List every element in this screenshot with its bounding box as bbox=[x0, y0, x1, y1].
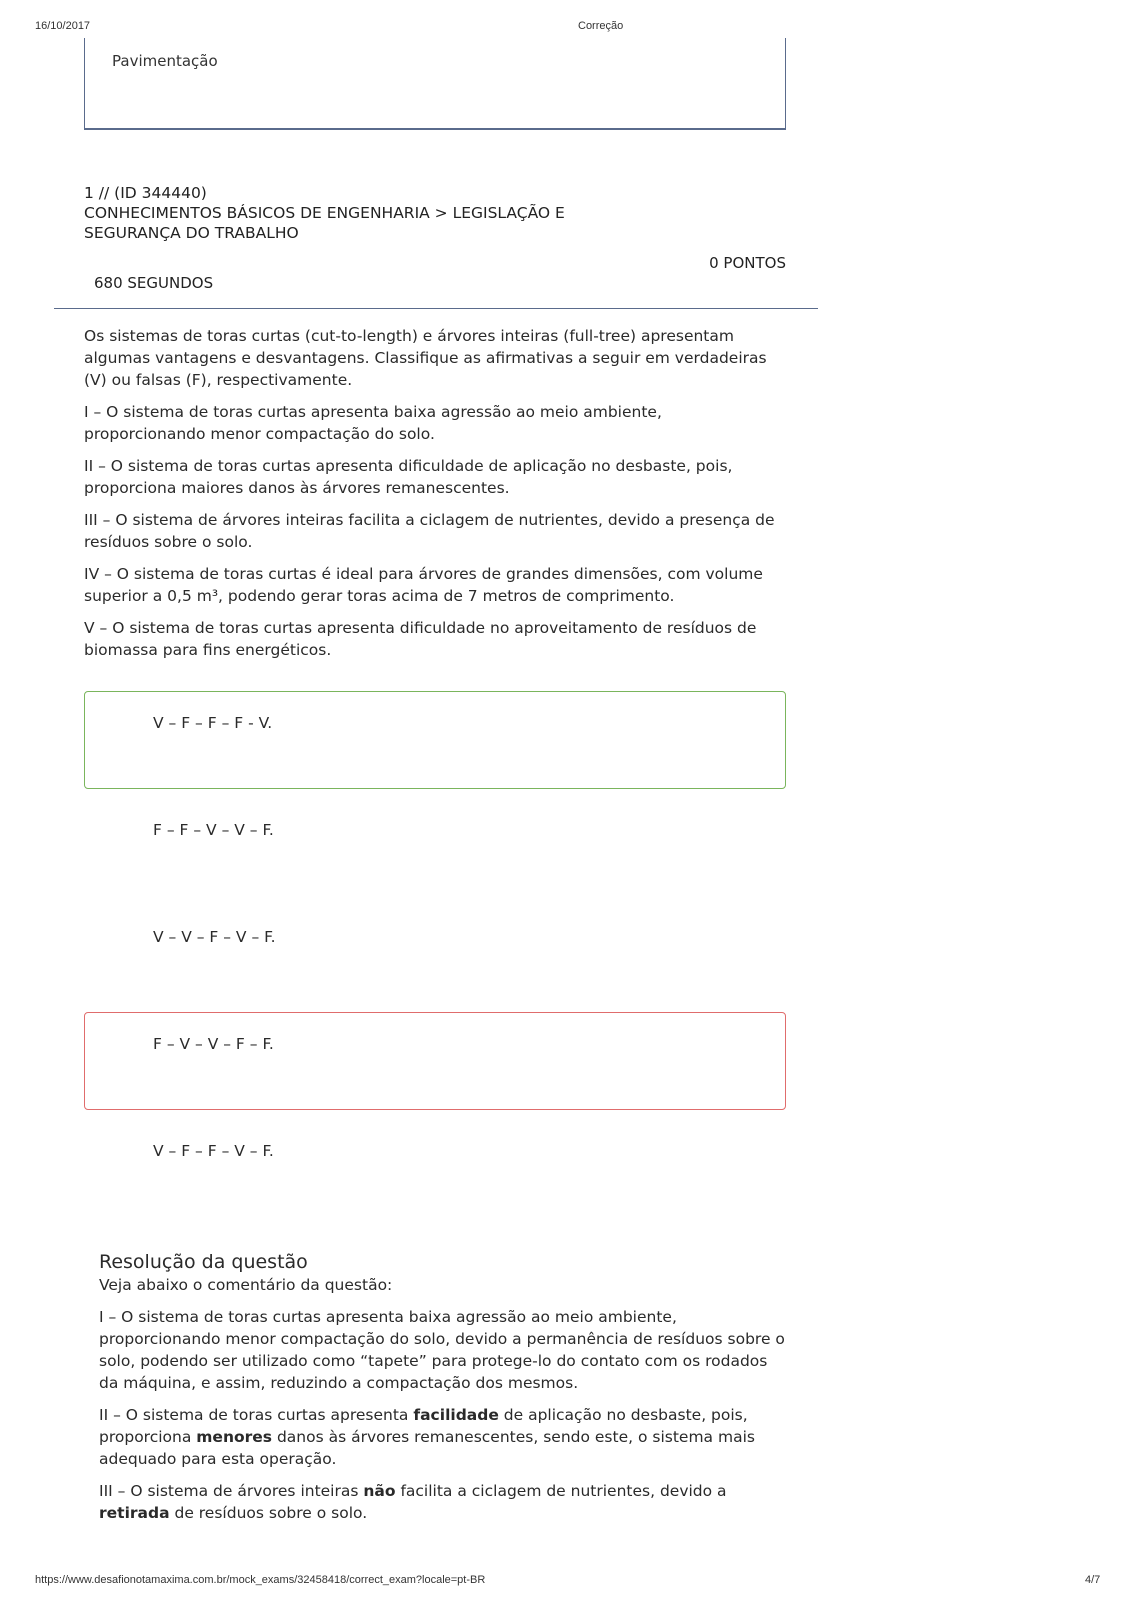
option-a-text: V – F – F – F - V. bbox=[153, 714, 273, 732]
option-c[interactable] bbox=[84, 905, 786, 1003]
resolution-p3-bold-retirada: retirada bbox=[99, 1504, 170, 1522]
resolution-p2-text-c: de aplicação no desbaste, pois, proporciona bbox=[99, 1406, 748, 1446]
question-category-line1: CONHECIMENTOS BÁSICOS DE ENGENHARIA > LEGISLAÇÃO E bbox=[84, 204, 565, 222]
resolution-p2-bold-menores: menores bbox=[196, 1428, 273, 1446]
statement-item-5: V – O sistema de toras curtas apresenta dificuldade no aproveitamento de resíduos de biomassa para fins energéticos. bbox=[84, 619, 757, 659]
resolution-paragraph-3 bbox=[99, 1480, 789, 1524]
print-page-number: 4/7 bbox=[1085, 1574, 1101, 1586]
resolution-p3-bold-nao: não bbox=[363, 1482, 396, 1500]
resolution-title: Resolução da questão bbox=[99, 1251, 308, 1273]
question-seconds: 680 SEGUNDOS bbox=[94, 274, 214, 292]
resolution-p3-text-e: de resíduos sobre o solo. bbox=[169, 1504, 368, 1522]
question-id: 1 // (ID 344440) bbox=[84, 184, 207, 202]
print-date: 16/10/2017 bbox=[35, 20, 91, 32]
option-e-text: V – F – F – V – F. bbox=[153, 1142, 274, 1160]
resolution-p3-text-c: facilita a ciclagem de nutrientes, devido a bbox=[395, 1482, 727, 1500]
resolution-p2-text-a: II – O sistema de toras curtas apresenta bbox=[99, 1406, 414, 1424]
resolution-paragraph-2 bbox=[99, 1404, 789, 1470]
print-url: https://www.desafionotamaxima.com.br/mock_exams/32458418/correct_exam?locale=pt-BR bbox=[35, 1574, 486, 1586]
question-statement bbox=[84, 325, 784, 671]
resolution-p2-bold-facilidade: facilidade bbox=[413, 1406, 499, 1424]
question-header bbox=[84, 183, 784, 243]
statement-item-4: IV – O sistema de toras curtas é ideal para árvores de grandes dimensões, com volume superior a 0,5 m³, podendo gerar toras acima de 7 metros de comprimento. bbox=[84, 565, 763, 605]
resolution-p3-text-a: III – O sistema de árvores inteiras bbox=[99, 1482, 364, 1500]
option-b[interactable] bbox=[84, 798, 786, 896]
statement-item-3: III – O sistema de árvores inteiras facilita a ciclagem de nutrientes, devido a presença de resíduos sobre o solo. bbox=[84, 511, 775, 551]
option-d-selected-wrong[interactable] bbox=[84, 1012, 786, 1110]
resolution-section bbox=[99, 1250, 789, 1534]
option-d-text: F – V – V – F – F. bbox=[153, 1035, 274, 1053]
statement-item-1: I – O sistema de toras curtas apresenta baixa agressão ao meio ambiente, proporcionando menor compactação do solo. bbox=[84, 403, 662, 443]
previous-question-box bbox=[84, 38, 786, 130]
resolution-p2-text-e: danos às árvores remanescentes, sendo este, o sistema mais adequado para esta operação. bbox=[99, 1428, 755, 1468]
statement-item-2: II – O sistema de toras curtas apresenta dificuldade de aplicação no desbaste, pois, proporciona maiores danos às árvores remanescentes. bbox=[84, 457, 733, 497]
resolution-subtitle: Veja abaixo o comentário da questão: bbox=[99, 1276, 393, 1294]
question-points: 0 PONTOS bbox=[709, 254, 786, 272]
header-divider bbox=[54, 308, 818, 309]
option-b-text: F – F – V – V – F. bbox=[153, 821, 274, 839]
resolution-paragraph-1: I – O sistema de toras curtas apresenta baixa agressão ao meio ambiente, proporcionando menor compactação do solo, devido a permanência de resíduos sobre o solo, podendo ser utilizado como “tapete” para protege-lo do contato com os rodados da máquina, e assim, reduzindo a compactação dos mesmos. bbox=[99, 1308, 785, 1392]
statement-intro: Os sistemas de toras curtas (cut-to-length) e árvores inteiras (full-tree) apresentam algumas vantagens e desvantagens. Classifique as afirmativas a seguir em verdadeiras (V) ou falsas (F), respectivamente. bbox=[84, 327, 767, 389]
previous-item-label: Pavimentação bbox=[112, 52, 218, 70]
option-e[interactable] bbox=[84, 1119, 786, 1217]
option-a-correct[interactable] bbox=[84, 691, 786, 789]
option-c-text: V – V – F – V – F. bbox=[153, 928, 276, 946]
print-title: Correção bbox=[578, 20, 624, 32]
question-category-line2: SEGURANÇA DO TRABALHO bbox=[84, 224, 299, 242]
